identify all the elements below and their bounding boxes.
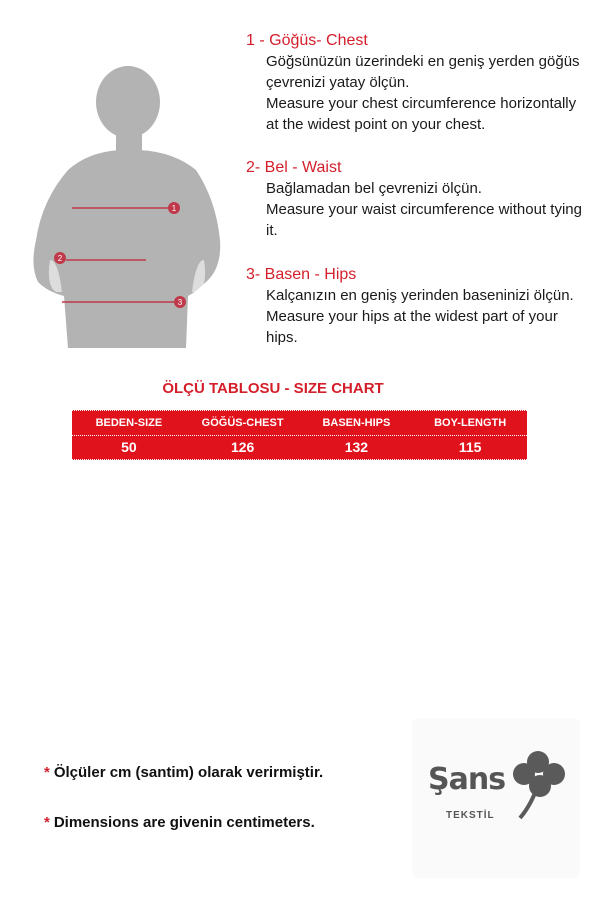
header-size: BEDEN-SIZE [95, 417, 163, 429]
note-text: Dimensions are givenin centimeters. [53, 814, 315, 831]
chest-heading: 1 - Göğüs- Chest [246, 32, 368, 49]
header-chest: GÖĞÜS-CHEST [201, 417, 284, 429]
hips-instructions [246, 264, 586, 348]
note-star: * [44, 764, 50, 781]
brand-logo [412, 718, 580, 878]
waist-instructions [246, 157, 586, 241]
header-length: BOY-LENGTH [434, 417, 507, 429]
size-chart-header-row [72, 411, 527, 436]
hips-text-tr: Kalçanızın en geniş yerinden baseninizi ölçün. [266, 287, 574, 304]
body-measurement-figure [28, 60, 228, 360]
chest-text-tr: Göğsünüzün üzerindeki en geniş yerden göğüs çevrenizi yatay ölçün. [266, 53, 580, 91]
marker-3: 3 [177, 298, 183, 307]
note-text: Ölçüler cm (santim) olarak verirmiştir. [53, 764, 324, 781]
waist-text-tr: Bağlamadan bel çevrenizi ölçün. [266, 180, 482, 197]
size-chart-title: ÖLÇÜ TABLOSU - SIZE CHART [162, 380, 384, 397]
value-hips: 132 [344, 439, 369, 455]
marker-1: 1 [171, 204, 177, 213]
size-chart-value-row [72, 436, 527, 458]
note-star: * [44, 814, 50, 831]
logo-name: Şans [428, 762, 506, 797]
clover-icon [412, 718, 580, 878]
chest-instructions [246, 30, 586, 135]
value-length: 115 [458, 439, 482, 455]
note-centimeters-en [44, 814, 315, 831]
header-hips: BASEN-HIPS [322, 417, 391, 429]
value-chest: 126 [230, 439, 255, 455]
hips-text-en: Measure your hips at the widest part of your hips. [266, 308, 558, 346]
value-size: 50 [121, 439, 137, 455]
body-silhouette [28, 60, 228, 360]
marker-2: 2 [57, 254, 63, 263]
logo-subtitle: TEKSTİL [446, 810, 495, 821]
size-chart-table [72, 410, 527, 460]
waist-text-en: Measure your waist circumference without tying it. [266, 201, 582, 239]
chest-text-en: Measure your chest circumference horizontally at the widest point on your chest. [266, 95, 577, 133]
hips-heading: 3- Basen - Hips [246, 266, 357, 283]
waist-heading: 2- Bel - Waist [246, 159, 342, 176]
note-centimeters-tr [44, 764, 323, 781]
